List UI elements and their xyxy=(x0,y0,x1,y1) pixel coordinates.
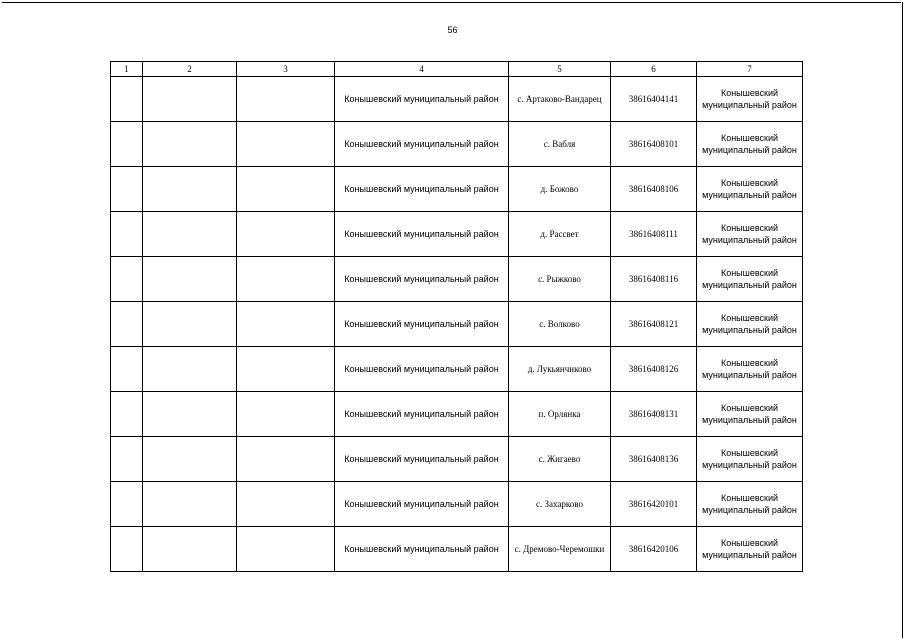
cell-district: Конышевский муниципальный район xyxy=(697,392,803,437)
cell-col3 xyxy=(237,437,335,482)
table-row xyxy=(111,302,803,347)
cell-district: Конышевский муниципальный район xyxy=(697,167,803,212)
cell-col2 xyxy=(143,212,237,257)
cell-settlement: с. Вабля xyxy=(509,122,611,167)
cell-oktmo-code: 38616408101 xyxy=(611,122,697,167)
cell-oktmo-code: 38616408136 xyxy=(611,437,697,482)
cell-number xyxy=(111,77,143,122)
table-row xyxy=(111,527,803,572)
column-header-3: 3 xyxy=(237,62,335,77)
column-header-2: 2 xyxy=(143,62,237,77)
cell-oktmo-code: 38616420101 xyxy=(611,482,697,527)
cell-number xyxy=(111,527,143,572)
cell-col3 xyxy=(237,257,335,302)
cell-municipality: Конышевский муниципальный район xyxy=(335,77,509,122)
cell-settlement: с. Волково xyxy=(509,302,611,347)
cell-municipality: Конышевский муниципальный район xyxy=(335,122,509,167)
cell-oktmo-code: 38616408106 xyxy=(611,167,697,212)
cell-settlement: с. Дремово-Черемошки xyxy=(509,527,611,572)
cell-col2 xyxy=(143,347,237,392)
cell-settlement: с. Жигаево xyxy=(509,437,611,482)
cell-col3 xyxy=(237,527,335,572)
column-header-1: 1 xyxy=(111,62,143,77)
cell-col2 xyxy=(143,302,237,347)
cell-district: Конышевский муниципальный район xyxy=(697,257,803,302)
cell-number xyxy=(111,122,143,167)
cell-number xyxy=(111,302,143,347)
cell-col2 xyxy=(143,437,237,482)
cell-number xyxy=(111,212,143,257)
cell-col2 xyxy=(143,392,237,437)
cell-settlement: с. Рыжково xyxy=(509,257,611,302)
cell-district: Конышевский муниципальный район xyxy=(697,122,803,167)
table-row xyxy=(111,212,803,257)
table-row xyxy=(111,257,803,302)
table-body xyxy=(111,77,803,572)
cell-col3 xyxy=(237,122,335,167)
cell-municipality: Конышевский муниципальный район xyxy=(335,392,509,437)
cell-number xyxy=(111,347,143,392)
cell-number xyxy=(111,437,143,482)
cell-col3 xyxy=(237,482,335,527)
table-row xyxy=(111,482,803,527)
column-header-6: 6 xyxy=(611,62,697,77)
cell-col2 xyxy=(143,167,237,212)
page-number: 56 xyxy=(447,25,458,35)
cell-col2 xyxy=(143,482,237,527)
cell-district: Конышевский муниципальный район xyxy=(697,437,803,482)
cell-municipality: Конышевский муниципальный район xyxy=(335,212,509,257)
table-row xyxy=(111,437,803,482)
cell-number xyxy=(111,482,143,527)
table-row xyxy=(111,347,803,392)
column-header-7: 7 xyxy=(697,62,803,77)
cell-settlement: с. Захарково xyxy=(509,482,611,527)
cell-municipality: Конышевский муниципальный район xyxy=(335,437,509,482)
cell-number xyxy=(111,392,143,437)
cell-oktmo-code: 38616408111 xyxy=(611,212,697,257)
cell-oktmo-code: 38616408121 xyxy=(611,302,697,347)
cell-district: Конышевский муниципальный район xyxy=(697,77,803,122)
cell-settlement: д. Лукьянчиково xyxy=(509,347,611,392)
cell-municipality: Конышевский муниципальный район xyxy=(335,482,509,527)
cell-col3 xyxy=(237,302,335,347)
cell-number xyxy=(111,257,143,302)
cell-col3 xyxy=(237,392,335,437)
cell-oktmo-code: 38616420106 xyxy=(611,527,697,572)
cell-col3 xyxy=(237,167,335,212)
cell-number xyxy=(111,167,143,212)
cell-settlement: п. Орлянка xyxy=(509,392,611,437)
cell-district: Конышевский муниципальный район xyxy=(697,527,803,572)
cell-municipality: Конышевский муниципальный район xyxy=(335,527,509,572)
cell-col3 xyxy=(237,212,335,257)
cell-col2 xyxy=(143,77,237,122)
cell-district: Конышевский муниципальный район xyxy=(697,212,803,257)
table-row xyxy=(111,122,803,167)
cell-oktmo-code: 38616408116 xyxy=(611,257,697,302)
table-row xyxy=(111,167,803,212)
cell-district: Конышевский муниципальный район xyxy=(697,302,803,347)
scan-border-right xyxy=(902,2,903,638)
cell-municipality: Конышевский муниципальный район xyxy=(335,347,509,392)
cell-settlement: с. Артаково-Вандарец xyxy=(509,77,611,122)
settlements-table xyxy=(110,61,803,572)
scan-border-top xyxy=(2,2,901,3)
table-row xyxy=(111,392,803,437)
column-header-5: 5 xyxy=(509,62,611,77)
cell-oktmo-code: 38616408131 xyxy=(611,392,697,437)
cell-col2 xyxy=(143,257,237,302)
cell-oktmo-code: 38616404141 xyxy=(611,77,697,122)
cell-col3 xyxy=(237,77,335,122)
cell-col2 xyxy=(143,122,237,167)
cell-municipality: Конышевский муниципальный район xyxy=(335,167,509,212)
table-row xyxy=(111,77,803,122)
cell-district: Конышевский муниципальный район xyxy=(697,347,803,392)
cell-district: Конышевский муниципальный район xyxy=(697,482,803,527)
cell-oktmo-code: 38616408126 xyxy=(611,347,697,392)
cell-municipality: Конышевский муниципальный район xyxy=(335,302,509,347)
column-header-4: 4 xyxy=(335,62,509,77)
cell-col3 xyxy=(237,347,335,392)
cell-col2 xyxy=(143,527,237,572)
cell-settlement: д. Божово xyxy=(509,167,611,212)
cell-municipality: Конышевский муниципальный район xyxy=(335,257,509,302)
cell-settlement: д. Рассвет xyxy=(509,212,611,257)
table-header-row xyxy=(111,62,803,77)
